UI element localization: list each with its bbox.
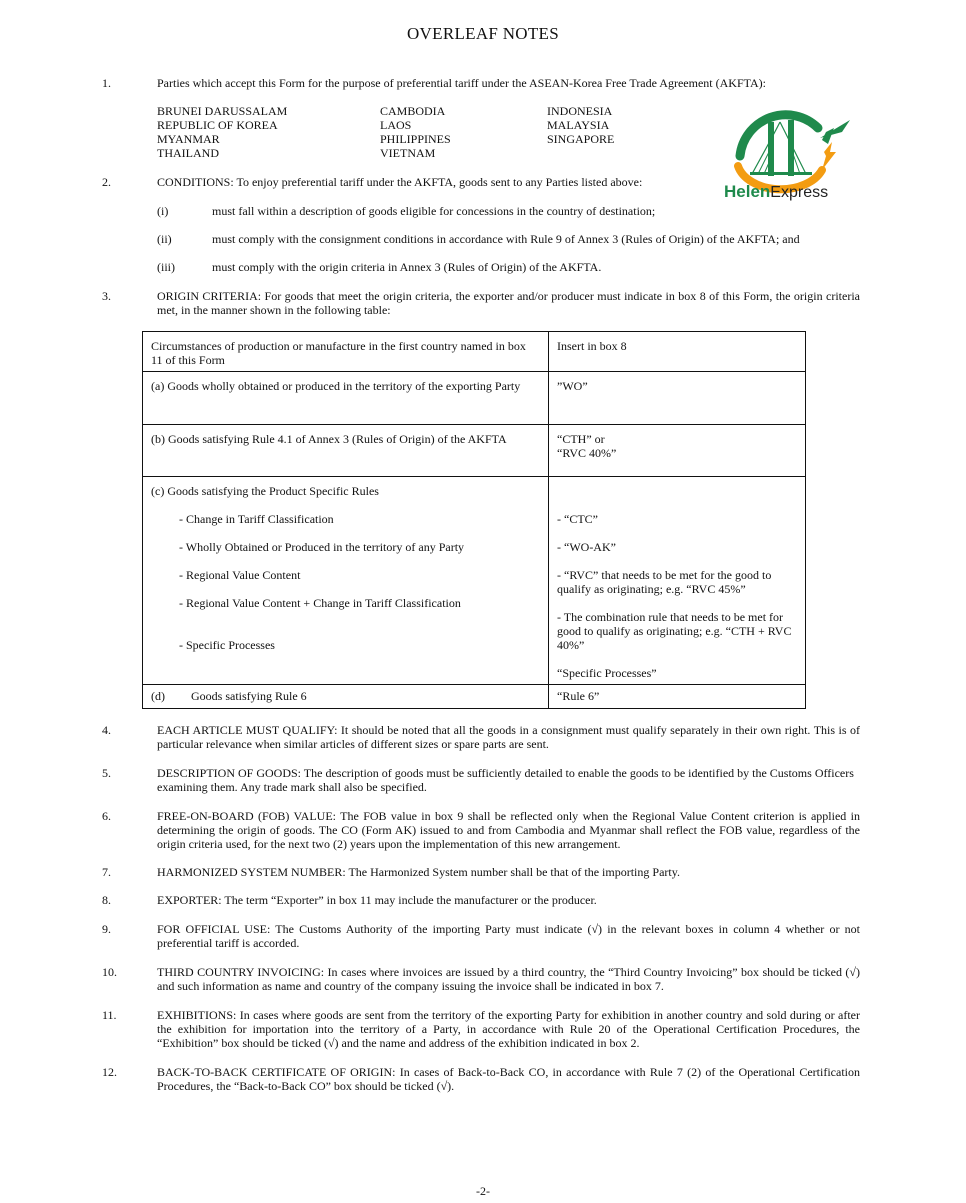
- row-d-label: (d): [151, 689, 165, 703]
- note-number: 12.: [102, 1065, 117, 1079]
- note-1-text: Parties which accept this Form for the purpose of preferential tariff under the ASEAN-Korea Free Trade Agreement (AKFTA):: [157, 76, 766, 90]
- note-number: 4.: [102, 723, 111, 737]
- row-d-text: Goods satisfying Rule 6: [191, 689, 307, 703]
- table-cell: [549, 477, 806, 685]
- origin-criteria-table: [142, 331, 806, 709]
- country: MALAYSIA: [547, 118, 610, 132]
- country: MYANMAR: [157, 132, 220, 146]
- note-text: THIRD COUNTRY INVOICING: In cases where invoices are issued by a third country, the “Third Country Invoicing” box should be ticked (√) and such information as name and country of the company issuing the invoice shall be indicated in box 7.: [157, 965, 860, 993]
- table-cell: [143, 477, 549, 685]
- page-title: OVERLEAF NOTES: [406, 24, 559, 43]
- note-number: 5.: [102, 766, 111, 780]
- note-2-number: 2.: [102, 175, 111, 189]
- note-2-text: CONDITIONS: To enjoy preferential tariff under the AKFTA, goods sent to any Parties listed above:: [157, 175, 643, 189]
- note-number: 6.: [102, 809, 111, 823]
- rule-code: “Specific Processes”: [557, 666, 657, 680]
- rule-item: - Change in Tariff Classification: [179, 512, 334, 526]
- table-cell: (b) Goods satisfying Rule 4.1 of Annex 3 (Rules of Origin) of the AKFTA: [143, 425, 549, 477]
- logo-suffix: Express: [770, 184, 829, 201]
- country: LAOS: [380, 118, 412, 132]
- condition-text: must comply with the consignment conditions in accordance with Rule 9 of Annex 3 (Rules of Origin) of the AKFTA; and: [212, 232, 800, 246]
- note-3-text: ORIGIN CRITERIA: For goods that meet the origin criteria, the exporter and/or producer must indicate in box 8 of this Form, the origin criteria met, in the manner shown in the following table:: [157, 289, 860, 317]
- country: CAMBODIA: [380, 104, 446, 118]
- condition-text: must comply with the origin criteria in Annex 3 (Rules of Origin) of the AKFTA.: [212, 260, 602, 274]
- rule-item: - Regional Value Content + Change in Tariff Classification: [179, 596, 461, 610]
- rule-code: - “CTC”: [557, 512, 598, 526]
- note-text: FOR OFFICIAL USE: The Customs Authority of the importing Party must indicate (√) in the relevant boxes in column 4 whether or not preferential tariff is accorded.: [157, 922, 860, 950]
- note-number: 8.: [102, 893, 111, 907]
- country: VIETNAM: [380, 146, 436, 160]
- table-header-cell: Insert in box 8: [549, 332, 806, 372]
- table-cell: “Rule 6”: [549, 685, 806, 709]
- criterion-code: “RVC 40%”: [557, 446, 617, 460]
- rule-item: - Regional Value Content: [179, 568, 301, 582]
- criterion-code: “CTH” or: [557, 432, 605, 446]
- table-row: [143, 477, 806, 685]
- country: PHILIPPINES: [380, 132, 451, 146]
- note-number: 9.: [102, 922, 111, 936]
- table-row: [143, 425, 806, 477]
- note-3-number: 3.: [102, 289, 111, 303]
- note-text: HARMONIZED SYSTEM NUMBER: The Harmonized System number shall be that of the importing Party.: [157, 865, 680, 879]
- rule-item: - Wholly Obtained or Produced in the territory of any Party: [179, 540, 465, 554]
- country: THAILAND: [157, 146, 219, 160]
- countries-column-1: [157, 104, 287, 160]
- note-number: 10.: [102, 965, 117, 979]
- countries-column-2: [380, 104, 451, 160]
- condition-text: must fall within a description of goods eligible for concessions in the country of destination;: [212, 204, 656, 218]
- note-text: EXHIBITIONS: In cases where goods are sent from the territory of the exporting Party for exhibition in another country and sold during or after the exhibition for importation into the territory of a Party, in accordance with Rule 20 of the Operational Certification Procedures, the “Exhibition” box should be ticked (√) and the name and address of the exhibition indicated in box 2.: [157, 1008, 860, 1050]
- countries-column-3: [547, 104, 614, 146]
- table-row: [143, 372, 806, 425]
- note-number: 7.: [102, 865, 111, 879]
- page-number: -2-: [476, 1184, 490, 1198]
- table-cell: (a) Goods wholly obtained or produced in the territory of the exporting Party: [143, 372, 549, 425]
- country: SINGAPORE: [547, 132, 615, 146]
- country: INDONESIA: [547, 104, 613, 118]
- table-header-row: [143, 332, 806, 372]
- rule-item: - Specific Processes: [179, 638, 275, 652]
- table-header-cell: Circumstances of production or manufacture in the first country named in box 11 of this Form: [143, 332, 549, 372]
- rule-code: - “WO-AK”: [557, 540, 616, 554]
- row-c-title: (c) Goods satisfying the Product Specific Rules: [151, 484, 379, 498]
- note-text: BACK-TO-BACK CERTIFICATE OF ORIGIN: In cases of Back-to-Back CO, in accordance with Rule 7 (2) of the Operational Certification Procedures, the “Back-to-Back CO” box should be ticked (√).: [157, 1065, 860, 1093]
- table-cell: [143, 685, 549, 709]
- logo-brand: Helen: [724, 182, 771, 201]
- condition-number: (i): [157, 204, 169, 218]
- note-text: EACH ARTICLE MUST QUALIFY: It should be noted that all the goods in a consignment must qualify separately in their own right. This is of particular relevance when similar articles of different sizes or spare parts are sent.: [157, 723, 860, 751]
- note-text: FREE-ON-BOARD (FOB) VALUE: The FOB value in box 9 shall be reflected only when the Regional Value Content criterion is applied in determining the origin of goods. The CO (Form AK) issued to and from Cambodia and Myanmar shall reflect the FOB value, regardless of the origin criteria used, for the next two (2) years upon the implementation of this new arrangement.: [157, 809, 860, 851]
- rule-code: - The combination rule that needs to be met for good to qualify as originating; e.g. “CTH + RVC 40%”: [557, 610, 792, 652]
- rule-code: - “RVC” that needs to be met for the good to qualify as originating; e.g. “RVC 45%”: [557, 568, 772, 596]
- table-cell: ”WO”: [549, 372, 806, 425]
- condition-number: (iii): [157, 260, 175, 274]
- condition-number: (ii): [157, 232, 172, 246]
- table-cell: [549, 425, 806, 477]
- country: BRUNEI DARUSSALAM: [157, 104, 288, 118]
- note-text: DESCRIPTION OF GOODS: The description of goods must be sufficiently detailed to enable the goods to be identified by the Customs Officers examining them. Any trade mark shall also be specified.: [157, 766, 854, 794]
- note-number: 11.: [102, 1008, 117, 1022]
- table-row: [143, 685, 806, 709]
- country: REPUBLIC OF KOREA: [157, 118, 278, 132]
- note-text: EXPORTER: The term “Exporter” in box 11 may include the manufacturer or the producer.: [157, 893, 597, 907]
- note-1-number: 1.: [102, 76, 111, 90]
